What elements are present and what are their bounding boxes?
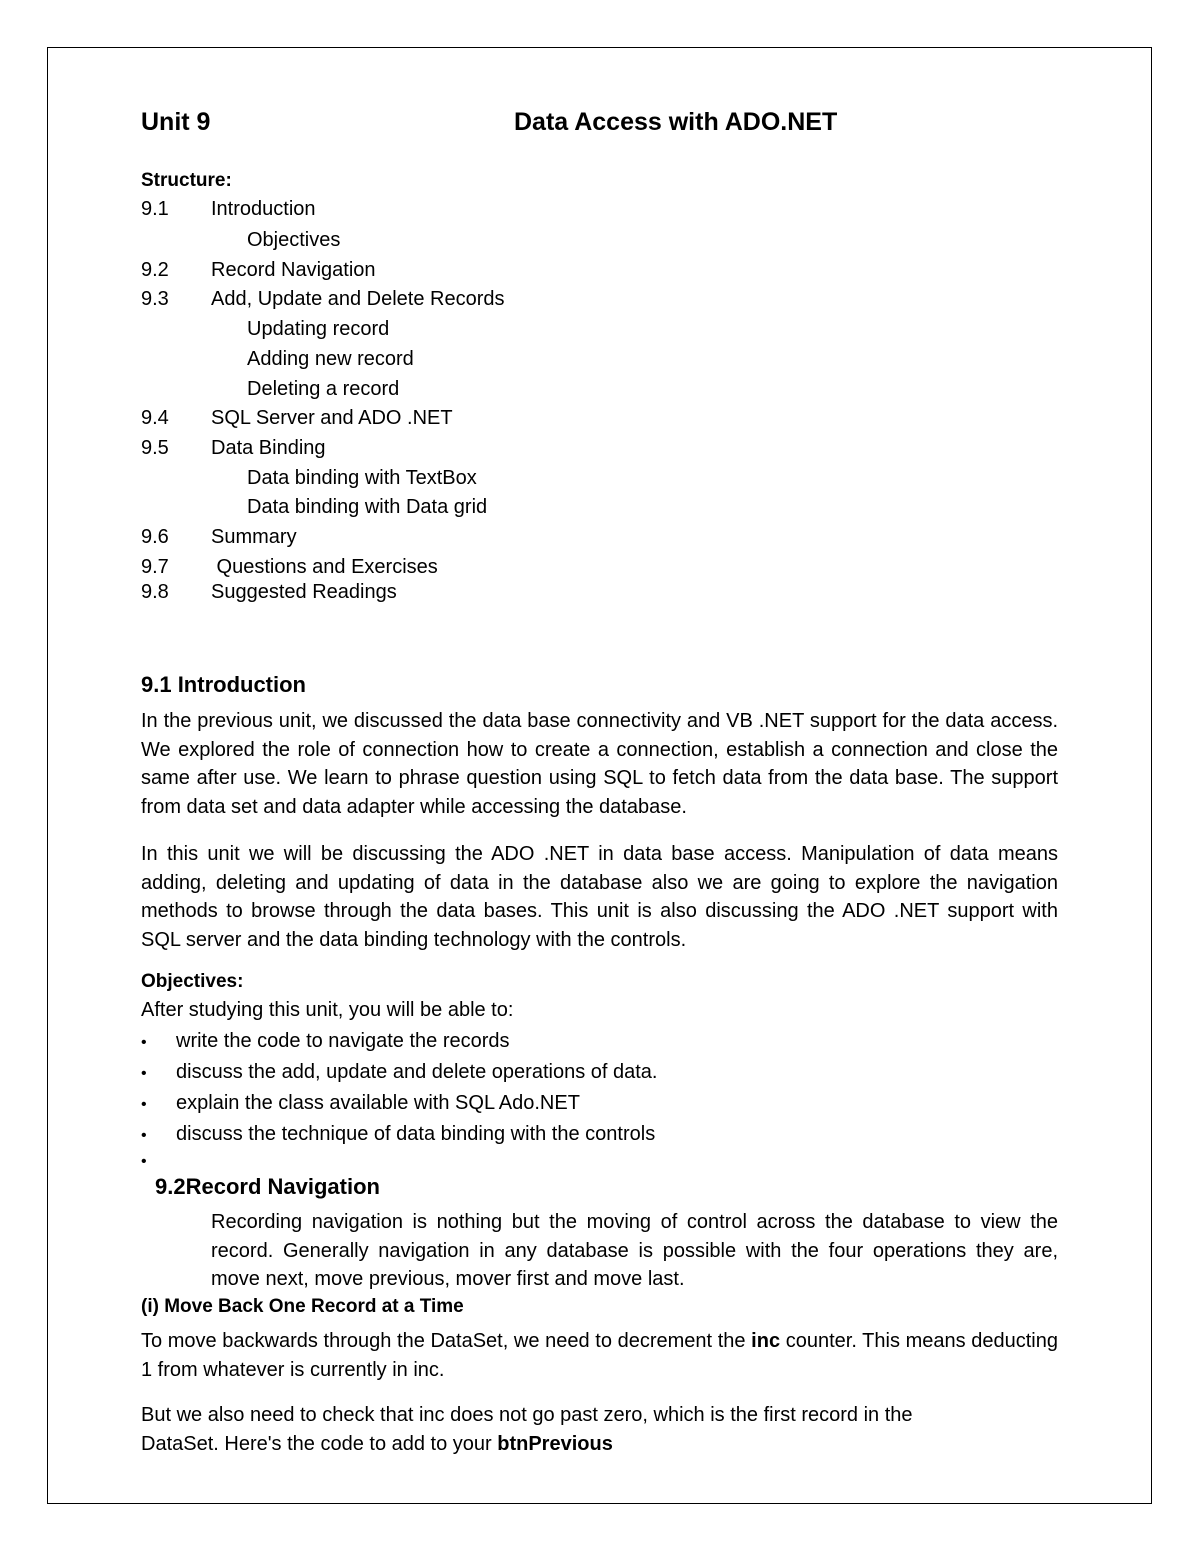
navigation-paragraph: Recording navigation is nothing but the moving of control across the database to view the record. Generally navigation in any database is possible with the four operations they are, move next, move previous, mover first and move last.	[211, 1211, 1058, 1290]
toc-subitem: Data binding with Data grid	[247, 496, 488, 518]
navigation-paragraph-3: But we also need to check that inc does not go past zero, which is the first record in the DataSet. Here's the code to add to your btnPrevious	[141, 1404, 913, 1455]
objectives-heading: Objectives:	[141, 971, 244, 992]
intro-paragraph-1: In the previous unit, we discussed the data base connectivity and VB .NET support for the data access. We explored the role of connection how to create a connection, establish a connection and close the same after use. We learn to phrase question using SQL to fetch data from the data base. The support from data set and data adapter while accessing the database.	[141, 710, 1058, 818]
list-item	[141, 1149, 176, 1172]
intro-heading: 9.1 Introduction	[141, 672, 306, 697]
toc-item: 9.2 Record Navigation	[141, 259, 376, 281]
bullet-icon: •	[141, 1034, 147, 1051]
toc-item: 9.4 SQL Server and ADO .NET	[141, 407, 453, 429]
toc-item: 9.7 Questions and Exercises	[141, 556, 438, 578]
unit-title: Data Access with ADO.NET	[514, 108, 838, 136]
structure-heading: Structure:	[141, 170, 232, 191]
bullet-icon: •	[141, 1153, 147, 1170]
bullet-icon: •	[141, 1065, 147, 1082]
list-item: • explain the class available with SQL Ado.NET	[141, 1092, 580, 1114]
toc-subitem: Adding new record	[247, 348, 414, 370]
unit-number: Unit 9	[141, 108, 211, 136]
navigation-heading: 9.2Record Navigation	[155, 1174, 380, 1199]
navigation-subheading: (i) Move Back One Record at a Time	[141, 1296, 464, 1317]
list-item: • write the code to navigate the records	[141, 1030, 510, 1052]
navigation-paragraph-2: To move backwards through the DataSet, we need to decrement the inc counter. This means deducting 1 from whatever is currently in inc.	[141, 1330, 1058, 1381]
toc-item: 9.6 Summary	[141, 526, 297, 548]
toc-item: 9.1 Introduction	[141, 198, 316, 220]
toc-subitem: Updating record	[247, 318, 390, 340]
toc-subitem: Objectives	[247, 229, 341, 251]
list-item: • discuss the add, update and delete operations of data.	[141, 1061, 658, 1083]
bullet-icon: •	[141, 1096, 147, 1113]
objectives-lead: After studying this unit, you will be able to:	[141, 999, 514, 1021]
toc-item: 9.3 Add, Update and Delete Records	[141, 288, 505, 310]
toc-subitem: Data binding with TextBox	[247, 467, 477, 489]
toc-subitem: Deleting a record	[247, 378, 400, 400]
toc-item: 9.8 Suggested Readings	[141, 581, 397, 603]
list-item: • discuss the technique of data binding with the controls	[141, 1123, 656, 1145]
toc-item: 9.5 Data Binding	[141, 437, 326, 459]
intro-paragraph-2: In this unit we will be discussing the ADO .NET in data base access. Manipulation of data means adding, deleting and updating of data in the database also we are going to explore the navigation methods to browse through the data bases. This unit is also discussing the ADO .NET support with SQL server and the data binding technology with the controls.	[141, 843, 1058, 951]
bullet-icon: •	[141, 1127, 147, 1144]
